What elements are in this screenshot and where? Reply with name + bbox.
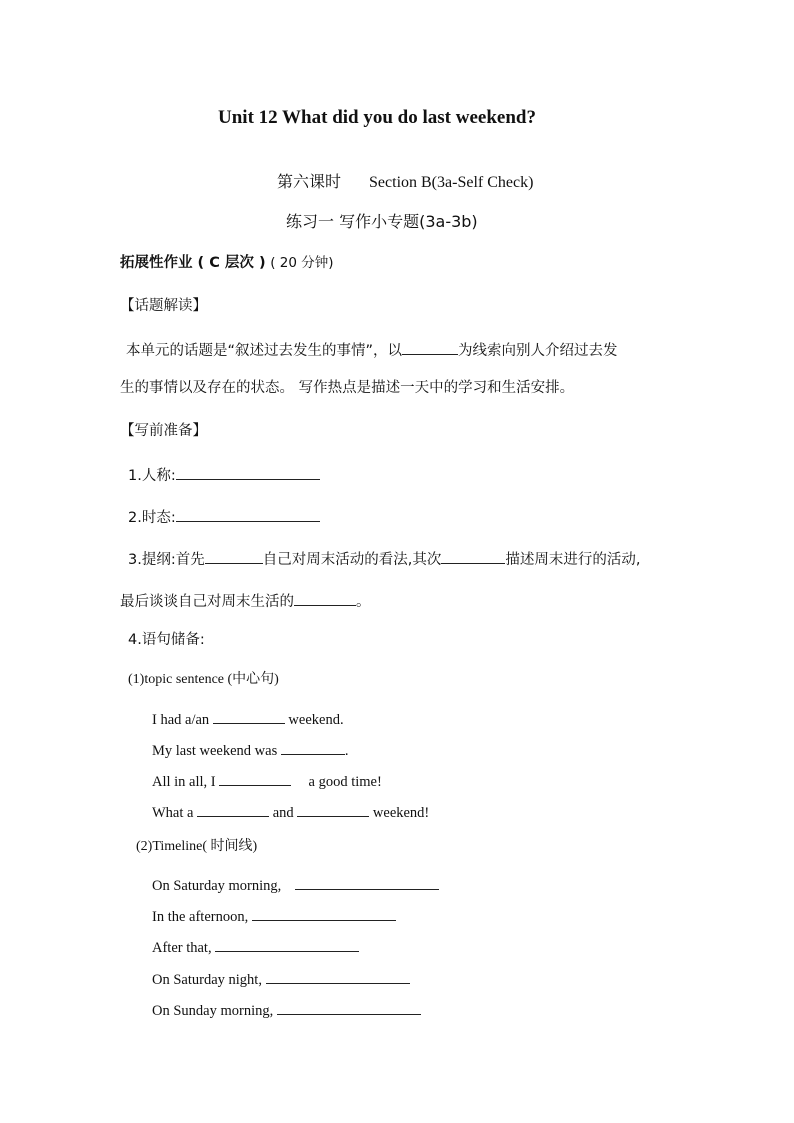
blank-ts4-a[interactable] bbox=[197, 802, 269, 817]
topic-line-1 bbox=[126, 340, 618, 359]
ts3-text-a: All in all, I bbox=[152, 774, 216, 790]
blank-timeline-5[interactable] bbox=[277, 1000, 421, 1015]
person-label: 1.人称: bbox=[128, 468, 176, 484]
blank-outline-2[interactable] bbox=[441, 549, 505, 564]
sentences-label: 4.语句储备: bbox=[128, 632, 205, 648]
blank-clue[interactable] bbox=[402, 340, 458, 355]
homework-label: 拓展性作业 ( C 层次 ) bbox=[120, 255, 266, 271]
topic-sentence-2 bbox=[152, 740, 348, 759]
timeline-text: On Sunday morning, bbox=[152, 1003, 274, 1019]
blank-ts3[interactable] bbox=[219, 771, 291, 786]
timeline-text: On Saturday night, bbox=[152, 972, 262, 988]
outline-text-b: 自己对周末活动的看法,其次 bbox=[262, 552, 442, 568]
topic-sentence-3 bbox=[152, 771, 382, 790]
blank-tense[interactable] bbox=[176, 507, 320, 522]
ts1-text-a: I had a/an bbox=[152, 712, 210, 728]
homework-line bbox=[120, 256, 334, 271]
topic-text-b: 为线索向别人介绍过去发 bbox=[458, 343, 618, 359]
tense-line bbox=[128, 507, 320, 526]
homework-time: ( 20 分钟) bbox=[270, 255, 334, 271]
section-label: Section B(3a-Self Check) bbox=[369, 174, 534, 191]
ts4-text-a: What a bbox=[152, 805, 194, 821]
topic-sentence-4 bbox=[152, 802, 429, 821]
outline-text-c: 描述周末进行的活动, bbox=[505, 552, 641, 568]
lesson-label: 第六课时 bbox=[277, 172, 342, 191]
blank-timeline-1[interactable] bbox=[295, 875, 439, 890]
timeline-item bbox=[152, 906, 396, 925]
page-title: Unit 12 What did you do last weekend? bbox=[218, 107, 536, 128]
topic-line-2: 生的事情以及存在的状态。 写作热点是描述一天中的学习和生活安排。 bbox=[120, 380, 575, 396]
tense-label: 2.时态: bbox=[128, 510, 176, 526]
ts4-text-b: and bbox=[272, 805, 294, 821]
outline-line-2 bbox=[120, 591, 371, 610]
outline-text-e: 。 bbox=[356, 594, 371, 610]
person-line bbox=[128, 465, 320, 484]
blank-ts2[interactable] bbox=[281, 740, 345, 755]
blank-timeline-2[interactable] bbox=[252, 906, 396, 921]
topic-heading: 【话题解读】 bbox=[120, 298, 207, 314]
blank-ts4-b[interactable] bbox=[297, 802, 369, 817]
lesson-line bbox=[277, 174, 533, 191]
ts2-text-a: My last weekend was bbox=[152, 743, 278, 759]
topic-sentence-1 bbox=[152, 709, 344, 728]
topic-sentence-label: (1)topic sentence (中心句) bbox=[128, 672, 279, 687]
timeline-item bbox=[152, 937, 359, 956]
timeline-item bbox=[152, 969, 410, 988]
exercise-label: 练习一 写作小专题(3a-3b) bbox=[286, 212, 478, 231]
timeline-text: On Saturday morning, bbox=[152, 878, 282, 894]
outline-text-a: 3.提纲:首先 bbox=[128, 552, 205, 568]
ts4-text-c: weekend! bbox=[372, 805, 430, 821]
blank-person[interactable] bbox=[176, 465, 320, 480]
blank-timeline-3[interactable] bbox=[215, 937, 359, 952]
outline-line-1 bbox=[128, 549, 640, 568]
blank-outline-1[interactable] bbox=[205, 549, 263, 564]
ts2-text-b: . bbox=[344, 743, 349, 759]
ts1-text-b: weekend. bbox=[288, 712, 344, 728]
timeline-text: After that, bbox=[152, 940, 212, 956]
timeline-label: (2)Timeline( 时间线) bbox=[136, 839, 258, 854]
blank-outline-3[interactable] bbox=[294, 591, 356, 606]
prep-heading: 【写前准备】 bbox=[120, 423, 207, 439]
outline-text-d: 最后谈谈自己对周末生活的 bbox=[120, 594, 294, 610]
timeline-item bbox=[152, 875, 439, 894]
blank-ts1[interactable] bbox=[213, 709, 285, 724]
blank-timeline-4[interactable] bbox=[266, 969, 410, 984]
ts3-text-b: a good time! bbox=[308, 774, 382, 790]
topic-text-a: 本单元的话题是“叙述过去发生的事情”，以 bbox=[126, 343, 403, 359]
timeline-item bbox=[152, 1000, 421, 1019]
exercise-line bbox=[286, 214, 478, 231]
timeline-text: In the afternoon, bbox=[152, 909, 249, 925]
